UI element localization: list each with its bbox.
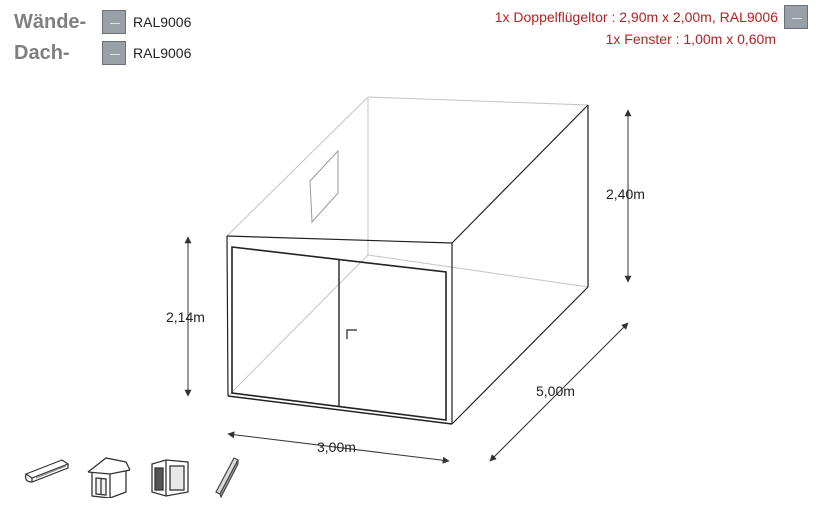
front-edges — [227, 105, 588, 424]
tool-bar — [22, 452, 270, 498]
walls-label: Wände- — [14, 11, 87, 33]
extras-item-door-text: 1x Doppelflügeltor : 2,90m x 2,00m, RAL9006 — [494, 9, 778, 25]
beam-icon[interactable] — [208, 452, 270, 498]
total-height-label: 2,40m — [606, 186, 645, 202]
roof-color-value: RAL9006 — [133, 45, 192, 61]
walls-color-value: RAL9006 — [133, 14, 192, 30]
roof-label: Dach- — [14, 42, 70, 64]
double-gate — [232, 247, 446, 420]
garage-front-icon[interactable] — [84, 452, 146, 498]
gutter-icon[interactable] — [22, 452, 84, 498]
front-height-label: 2,14m — [166, 309, 205, 325]
extras-item-window-text: 1x Fenster : 1,00m x 0,60m — [605, 31, 776, 47]
window-shape — [310, 151, 338, 222]
width-label: 3,00m — [317, 439, 356, 455]
garage-side-icon[interactable] — [146, 452, 208, 498]
depth-label: 5,00m — [536, 383, 575, 399]
back-edges — [227, 97, 588, 396]
